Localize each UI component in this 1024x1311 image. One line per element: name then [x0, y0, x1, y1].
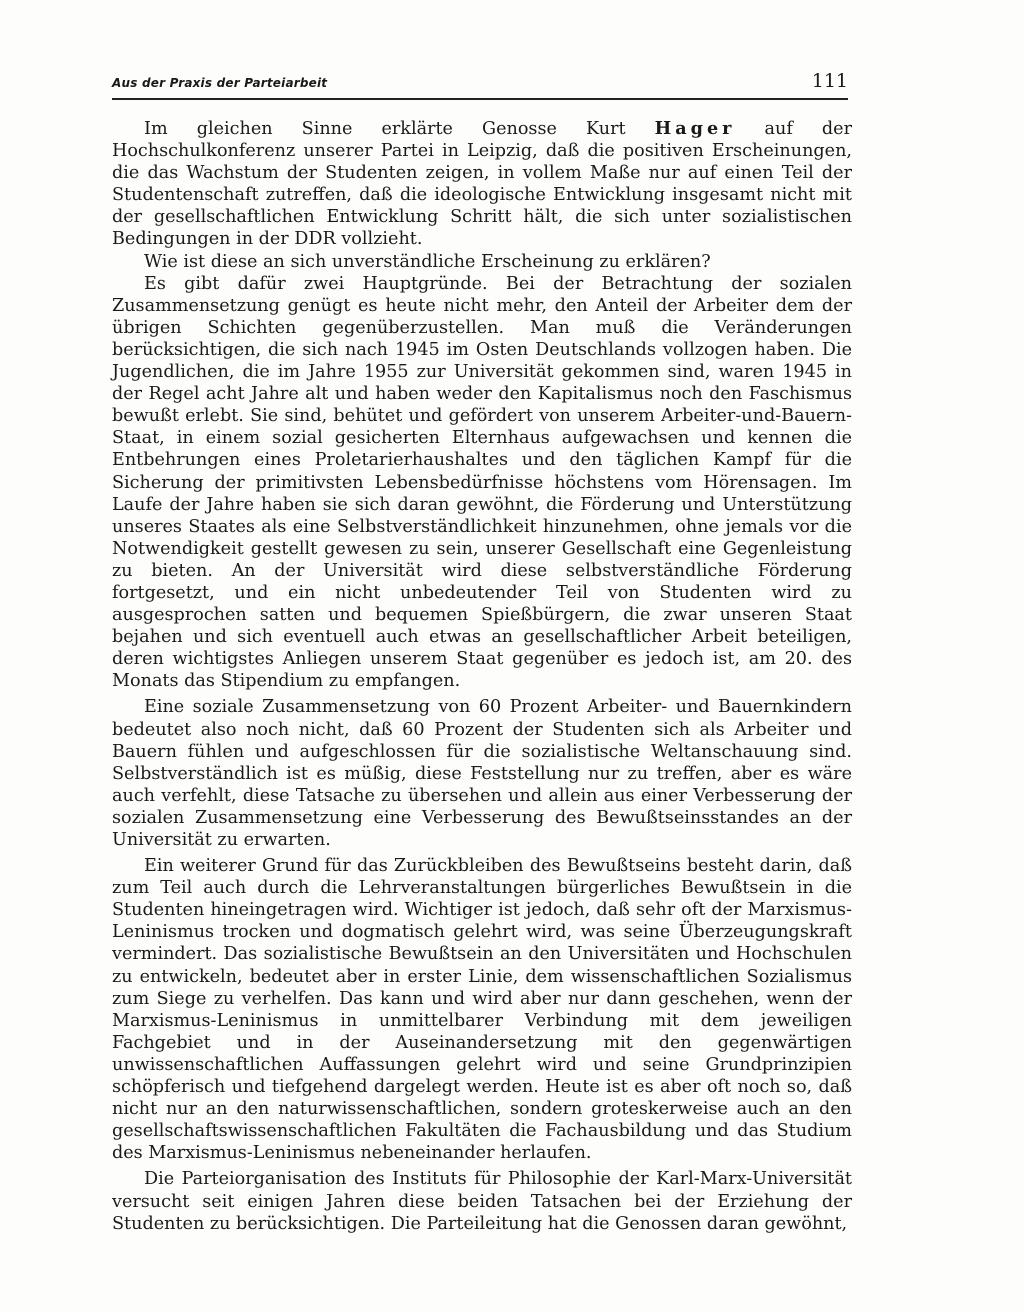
paragraph-2: Wie ist diese an sich unverständliche Erscheinung zu erklären? — [144, 251, 711, 272]
page-number: 111 — [811, 70, 848, 92]
paragraph-6: Die Parteiorganisation des Instituts für Philosophie der Karl-Marx-Universität versucht seit einigen Jahren diese beiden Tatsachen bei der Erziehung der Studenten zu berücksichtigen. Die Parteileitung hat die Genossen daran gewöhnt, — [112, 1169, 852, 1234]
paragraph-1 — [112, 118, 852, 251]
header-rule — [112, 98, 848, 100]
emphasized-name: Hager — [654, 118, 736, 139]
paragraph-4: Eine soziale Zusammensetzung von 60 Prozent Arbeiter- und Bauernkindern bedeutet also noch nicht, daß 60 Prozent der Studenten sich als Arbeiter und Bauern fühlen und aufgeschlossen für die sozialistische Weltanschauung sind. Selbstverständlich ist es müßig, diese Feststellung nur zu treffen, aber es wäre auch verfehlt, diese Tatsache zu übersehen und allein aus einer Verbesserung der sozialen Zusammensetzung eine Verbesserung des Bewußtseinsstandes an der Universität zu erwarten. — [112, 697, 852, 850]
body-text — [112, 118, 852, 1235]
paragraph-3: Es gibt dafür zwei Hauptgründe. Bei der Betrachtung der sozialen Zusammensetzung genügt es heute nicht mehr, den Anteil der Arbeiter dem der übrigen Schichten gegenüberzustellen. Man muß die Veränderungen berücksichtigen, die sich nach 1945 im Osten Deutschlands vollzogen haben. Die Jugendlichen, die im Jahre 1955 zur Universität gekommen sind, waren 1945 in der Regel acht Jahre alt und haben weder den Kapitalismus noch den Faschismus bewußt erlebt. Sie sind, behütet und gefördert von unserem Arbeiter-und-Bauern-Staat, in einem sozial gesicherten Elternhaus aufgewachsen und kennen die Entbehrungen eines Proletarierhaushaltes und den täglichen Kampf für die Sicherung der primitivsten Lebensbedürfnisse höchstens vom Hörensagen. Im Laufe der Jahre haben sie sich daran gewöhnt, die Förderung und Unterstützung unseres Staates als eine Selbstverständlichkeit hinzunehmen, ohne jemals vor die Notwendigkeit gestellt gewesen zu sein, unserer Gesellschaft eine Gegenleistung zu bieten. An der Universität wird diese selbstverständliche Förderung fortgesetzt, und ein nicht unbedeutender Teil von Studenten wird zu ausgesprochen satten und bequemen Spießbürgern, die zwar unseren Staat bejahen und sich eventuell auch etwas an gesellschaftlicher Arbeit beteiligen, deren wichtigstes Anliegen unserem Staat gegenüber es jedoch ist, am 20. des Monats das Stipendium zu empfangen. — [112, 273, 852, 692]
running-head: Aus der Praxis der Parteiarbeit — [112, 76, 328, 90]
paragraph-1-end: auf der Hochschulkonferenz unserer Partei in Leipzig, daß die positiven Erscheinungen, die das Wachstum der Studenten zeigen, in vollem Maße nur auf einen Teil der Studentenschaft zutreffen, daß die ideologische Entwicklung insgesamt nicht mit der gesellschaftlichen Entwicklung Schritt hält, die sich unter sozialistischen Bedingungen in der DDR vollzieht. — [112, 119, 852, 250]
paragraph-5: Ein weiterer Grund für das Zurückbleiben des Bewußtseins besteht darin, daß zum Teil auch durch die Lehrveranstaltungen bürgerliches Bewußtsein in die Studenten hineingetragen wird. Wichtiger ist jedoch, daß sehr oft der Marxismus-Leninismus trocken und dogmatisch gelehrt wird, was seine Überzeugungskraft vermindert. Das sozialistische Bewußtsein an den Universitäten und Hochschulen zu entwickeln, bedeutet aber in erster Linie, dem wissenschaftlichen Sozialismus zum Siege zu verhelfen. Das kann und wird aber nur dann geschehen, wenn der Marxismus-Leninismus in unmittelbarer Verbindung mit dem jeweiligen Fachgebiet und in der Auseinandersetzung mit den gegenwärtigen unwissenschaftlichen Auffassungen gelehrt wird und seine Grundprinzipien schöpferisch und tiefgehend dargelegt werden. Heute ist es aber oft noch so, daß nicht nur an den naturwissenschaftlichen, sondern groteskerweise auch an den gesellschaftswissenschaftlichen Fakultäten die Fachausbildung und das Studium des Marxismus-Leninismus nebeneinander herlaufen. — [112, 856, 852, 1164]
paragraph-1-start: Im gleichen Sinne erklärte Genosse Kurt — [144, 119, 655, 139]
page-header — [112, 70, 848, 100]
